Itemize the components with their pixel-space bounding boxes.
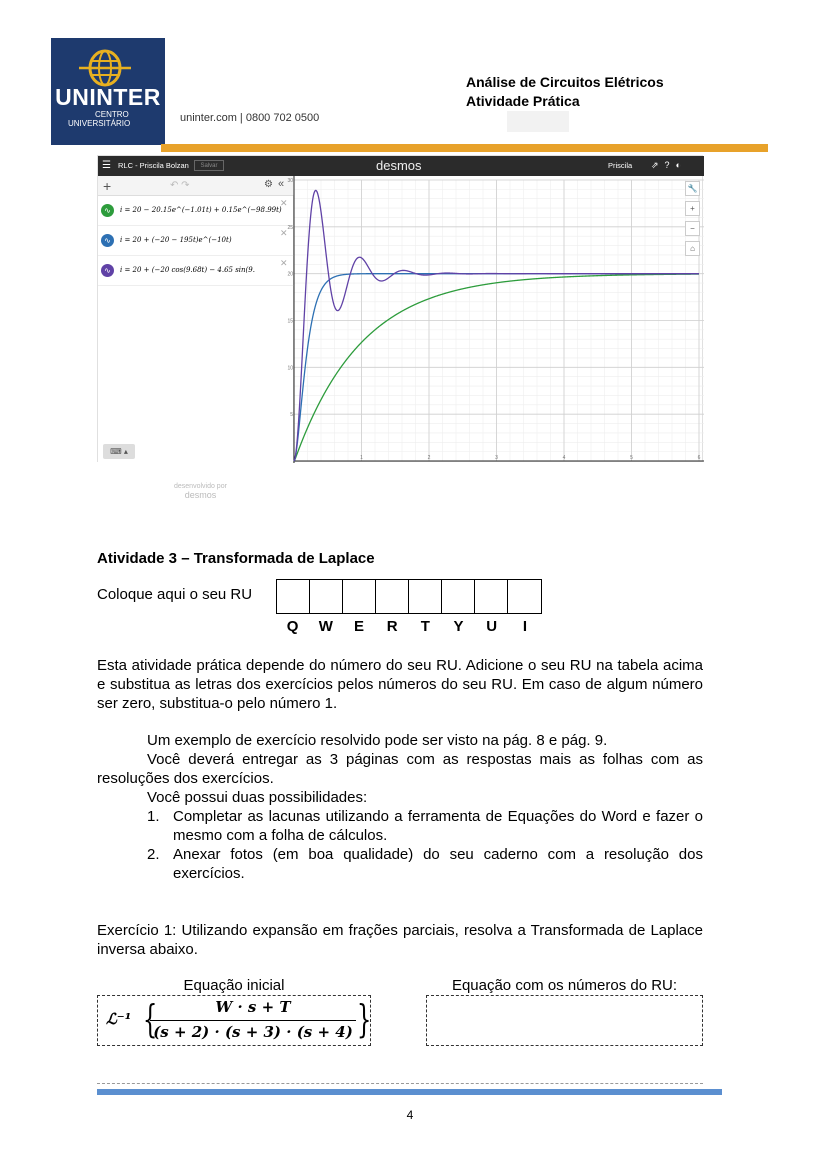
desmos-user-menu[interactable]: Priscila xyxy=(608,161,633,170)
list-item xyxy=(147,845,703,883)
header-title xyxy=(466,73,664,111)
options-intro: Você possui duas possibilidades: xyxy=(147,789,368,806)
y-tick-label: 25 xyxy=(287,224,293,231)
footer-blue-bar xyxy=(97,1089,722,1095)
desmos-save-button[interactable]: Salvar xyxy=(194,160,224,171)
ru-cell[interactable] xyxy=(277,580,310,613)
expression-text[interactable]: i = 20 − 20.15e^(−1.01t) + 0.15e^(−98.99t) xyxy=(120,206,282,214)
header-title-line1: Análise de Circuitos Elétricos xyxy=(466,74,664,90)
globe-icon xyxy=(77,48,133,88)
inverse-laplace-operator: ℒ⁻¹ xyxy=(106,1010,132,1028)
ru-cell[interactable] xyxy=(475,580,508,613)
header-orange-bar xyxy=(161,144,768,152)
example-text: Um exemplo de exercício resolvido pode ser visto na pág. 8 e pág. 9. xyxy=(147,732,608,749)
equation-initial-box xyxy=(97,995,371,1046)
footer-dashed-line xyxy=(97,1083,703,1084)
zoom-in-icon[interactable]: + xyxy=(685,201,700,216)
desmos-screenshot xyxy=(97,155,703,500)
powered-line-2: desmos xyxy=(184,490,217,500)
ru-cell[interactable] xyxy=(409,580,442,613)
options-list xyxy=(147,807,703,883)
list-item-text: Completar as lacunas utilizando a ferramenta de Equações do Word e fazer o mesmo com a folha de cálculos. xyxy=(173,808,703,844)
expression-text[interactable]: i = 20 + (−20 − 195t)e^(−10t) xyxy=(120,236,232,244)
wave-icon[interactable]: ∿ xyxy=(101,234,114,247)
ru-cell[interactable] xyxy=(343,580,376,613)
header-gray-block xyxy=(507,111,569,132)
desmos-expr-toolbar xyxy=(98,176,294,196)
zoom-out-icon[interactable]: − xyxy=(685,221,700,236)
ru-letter: T xyxy=(420,618,430,635)
equation-ru-label: Equação com os números do RU: xyxy=(451,977,678,994)
intro-paragraph: Esta atividade prática depende do número do seu RU. Adicione o seu RU na tabela acima e substitua as letras dos exercícios pelos números do seu RU. Em caso de algum número ser zero, substitua-o pelo número 1. xyxy=(97,657,703,712)
x-tick-label: 3 xyxy=(495,455,498,461)
expression-row[interactable] xyxy=(98,226,294,256)
graph-tools xyxy=(685,181,700,261)
collapse-icon[interactable]: « xyxy=(278,178,285,190)
desmos-topbar xyxy=(98,156,704,176)
equation-numerator: W · s + T xyxy=(215,998,291,1016)
powered-line-1: desenvolvido por xyxy=(174,483,227,490)
equation-denominator: (s + 2) · (s + 3) · (s + 4) xyxy=(153,1023,353,1041)
gear-icon[interactable]: ⚙ xyxy=(264,179,273,190)
x-tick-label: 6 xyxy=(697,455,701,461)
ru-letter: R xyxy=(386,618,398,635)
close-icon[interactable]: ✕ xyxy=(280,258,288,268)
wave-icon[interactable]: ∿ xyxy=(101,204,114,217)
keyboard-icon[interactable]: ⌨ ▴ xyxy=(103,444,135,459)
header-title-line2: Atividade Prática xyxy=(466,93,580,109)
fraction-line xyxy=(150,1020,356,1021)
equation-initial-label: Equação inicial xyxy=(183,977,285,994)
ru-cell[interactable] xyxy=(376,580,409,613)
logo-sub-1: CENTRO xyxy=(95,110,129,119)
page-number: 4 xyxy=(406,1108,414,1122)
deliver-text: Você deverá entregar as 3 páginas com as respostas mais as folhas com as resoluções dos exercícios. xyxy=(97,751,703,787)
y-tick-label: 10 xyxy=(287,365,293,372)
ru-table xyxy=(276,579,542,614)
home-icon[interactable]: ⌂ xyxy=(685,241,700,256)
ru-letter: I xyxy=(522,618,527,635)
x-tick-label: 4 xyxy=(562,455,566,461)
ru-cell[interactable] xyxy=(508,580,541,613)
ru-letter: U xyxy=(486,618,498,635)
y-tick-label: 30 xyxy=(287,178,293,184)
close-icon[interactable]: ✕ xyxy=(280,228,288,238)
right-brace: } xyxy=(356,997,372,1041)
activity-title: Atividade 3 – Transformada de Laplace xyxy=(97,550,375,567)
y-tick-label: 15 xyxy=(287,318,293,325)
close-icon[interactable]: ✕ xyxy=(280,198,288,208)
x-tick-label: 5 xyxy=(630,455,633,461)
ru-letters xyxy=(276,618,542,635)
ru-cell[interactable] xyxy=(442,580,475,613)
ru-letter: W xyxy=(318,618,333,635)
desmos-top-icons[interactable]: ⇗?◐ xyxy=(651,160,687,170)
ru-letter: Q xyxy=(286,618,299,635)
uninter-logo xyxy=(51,38,165,145)
expression-text[interactable]: i = 20 + (−20 cos(9.68t) − 4.65 sin(9. xyxy=(120,266,255,274)
logo-name: UNINTER xyxy=(55,84,161,110)
ru-letter: E xyxy=(353,618,364,635)
ru-label: Coloque aqui o seu RU xyxy=(97,586,253,603)
list-item-number: 1. xyxy=(147,808,160,825)
desmos-graph[interactable] xyxy=(287,176,704,463)
expression-row[interactable] xyxy=(98,256,294,286)
desmos-powered-by xyxy=(174,483,227,499)
undo-redo-icon[interactable]: ↶ ↷ xyxy=(170,180,190,191)
desmos-expression-list xyxy=(98,196,294,500)
instructions-block xyxy=(97,731,703,883)
left-brace: { xyxy=(142,997,158,1041)
expression-row[interactable] xyxy=(98,196,294,226)
wrench-icon[interactable]: 🔧 xyxy=(685,181,700,196)
y-tick-label: 20 xyxy=(287,271,293,278)
y-tick-label: 5 xyxy=(290,412,293,419)
add-expression-icon[interactable]: + xyxy=(103,178,112,194)
x-tick-label: 1 xyxy=(360,455,363,461)
list-item-text: Anexar fotos (em boa qualidade) do seu caderno com a resolução dos exercícios. xyxy=(173,846,703,882)
ru-cell[interactable] xyxy=(310,580,343,613)
header-contact: uninter.com | 0800 702 0500 xyxy=(180,112,320,124)
list-item xyxy=(147,807,703,845)
ru-letter: Y xyxy=(453,618,464,635)
desmos-brand: desmos xyxy=(376,158,422,173)
x-tick-label: 2 xyxy=(427,455,431,461)
desmos-doc-title: RLC - Priscila Bolzan xyxy=(118,161,189,170)
menu-icon[interactable]: ☰ xyxy=(102,160,111,171)
equation-ru-answer-box[interactable] xyxy=(426,995,703,1046)
exercise-1-text: Exercício 1: Utilizando expansão em frações parciais, resolva a Transformada de Laplace inversa abaixo. xyxy=(97,922,703,958)
logo-sub-2: UNIVERSITÁRIO xyxy=(68,119,131,128)
list-item-number: 2. xyxy=(147,846,160,863)
wave-icon[interactable]: ∿ xyxy=(101,264,114,277)
